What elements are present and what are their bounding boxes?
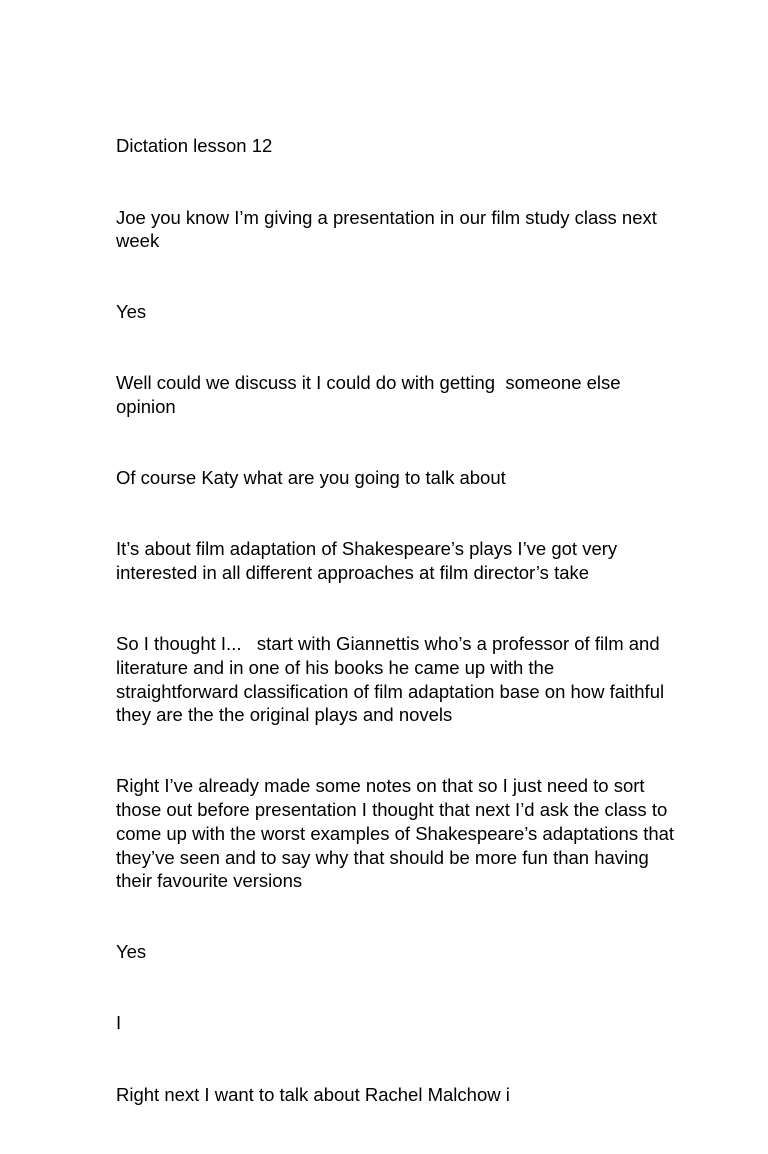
dialogue-line: Joe you know I’m giving a presentation in our film study class next week	[116, 206, 663, 252]
dialogue-line: Well could we discuss it I could do with getting someone else opinion	[116, 372, 626, 418]
dialogue-line: I	[116, 1012, 122, 1034]
dialogue-line: It’s about film adaptation of Shakespeare’s plays I’ve got very interested in all different approaches at film director’s take	[116, 538, 623, 584]
dialogue-line: Right I’ve already made some notes on that so I just need to sort those out before presentation I thought that next I’d ask the class to come up with the worst examples of Shakespeare’s adaptations that they’ve seen and to say why that should be more fun than having their favourite versions	[116, 775, 680, 892]
dialogue-line: So I thought I... start with Giannettis who’s a professor of film and literature and in one of his books he came up with the straightforward classification of film adaptation base on how faithful they are the the original plays and novels	[116, 633, 670, 726]
dialogue-line: Of course Katy what are you going to talk about	[116, 467, 506, 489]
dialogue-line: Right next I want to talk about Rachel Malchow i	[116, 1083, 510, 1105]
document-body	[116, 87, 680, 1154]
dialogue-line: Yes	[116, 941, 147, 963]
document-title: Dictation lesson 12	[116, 135, 273, 157]
dialogue-line: Yes	[116, 301, 147, 323]
